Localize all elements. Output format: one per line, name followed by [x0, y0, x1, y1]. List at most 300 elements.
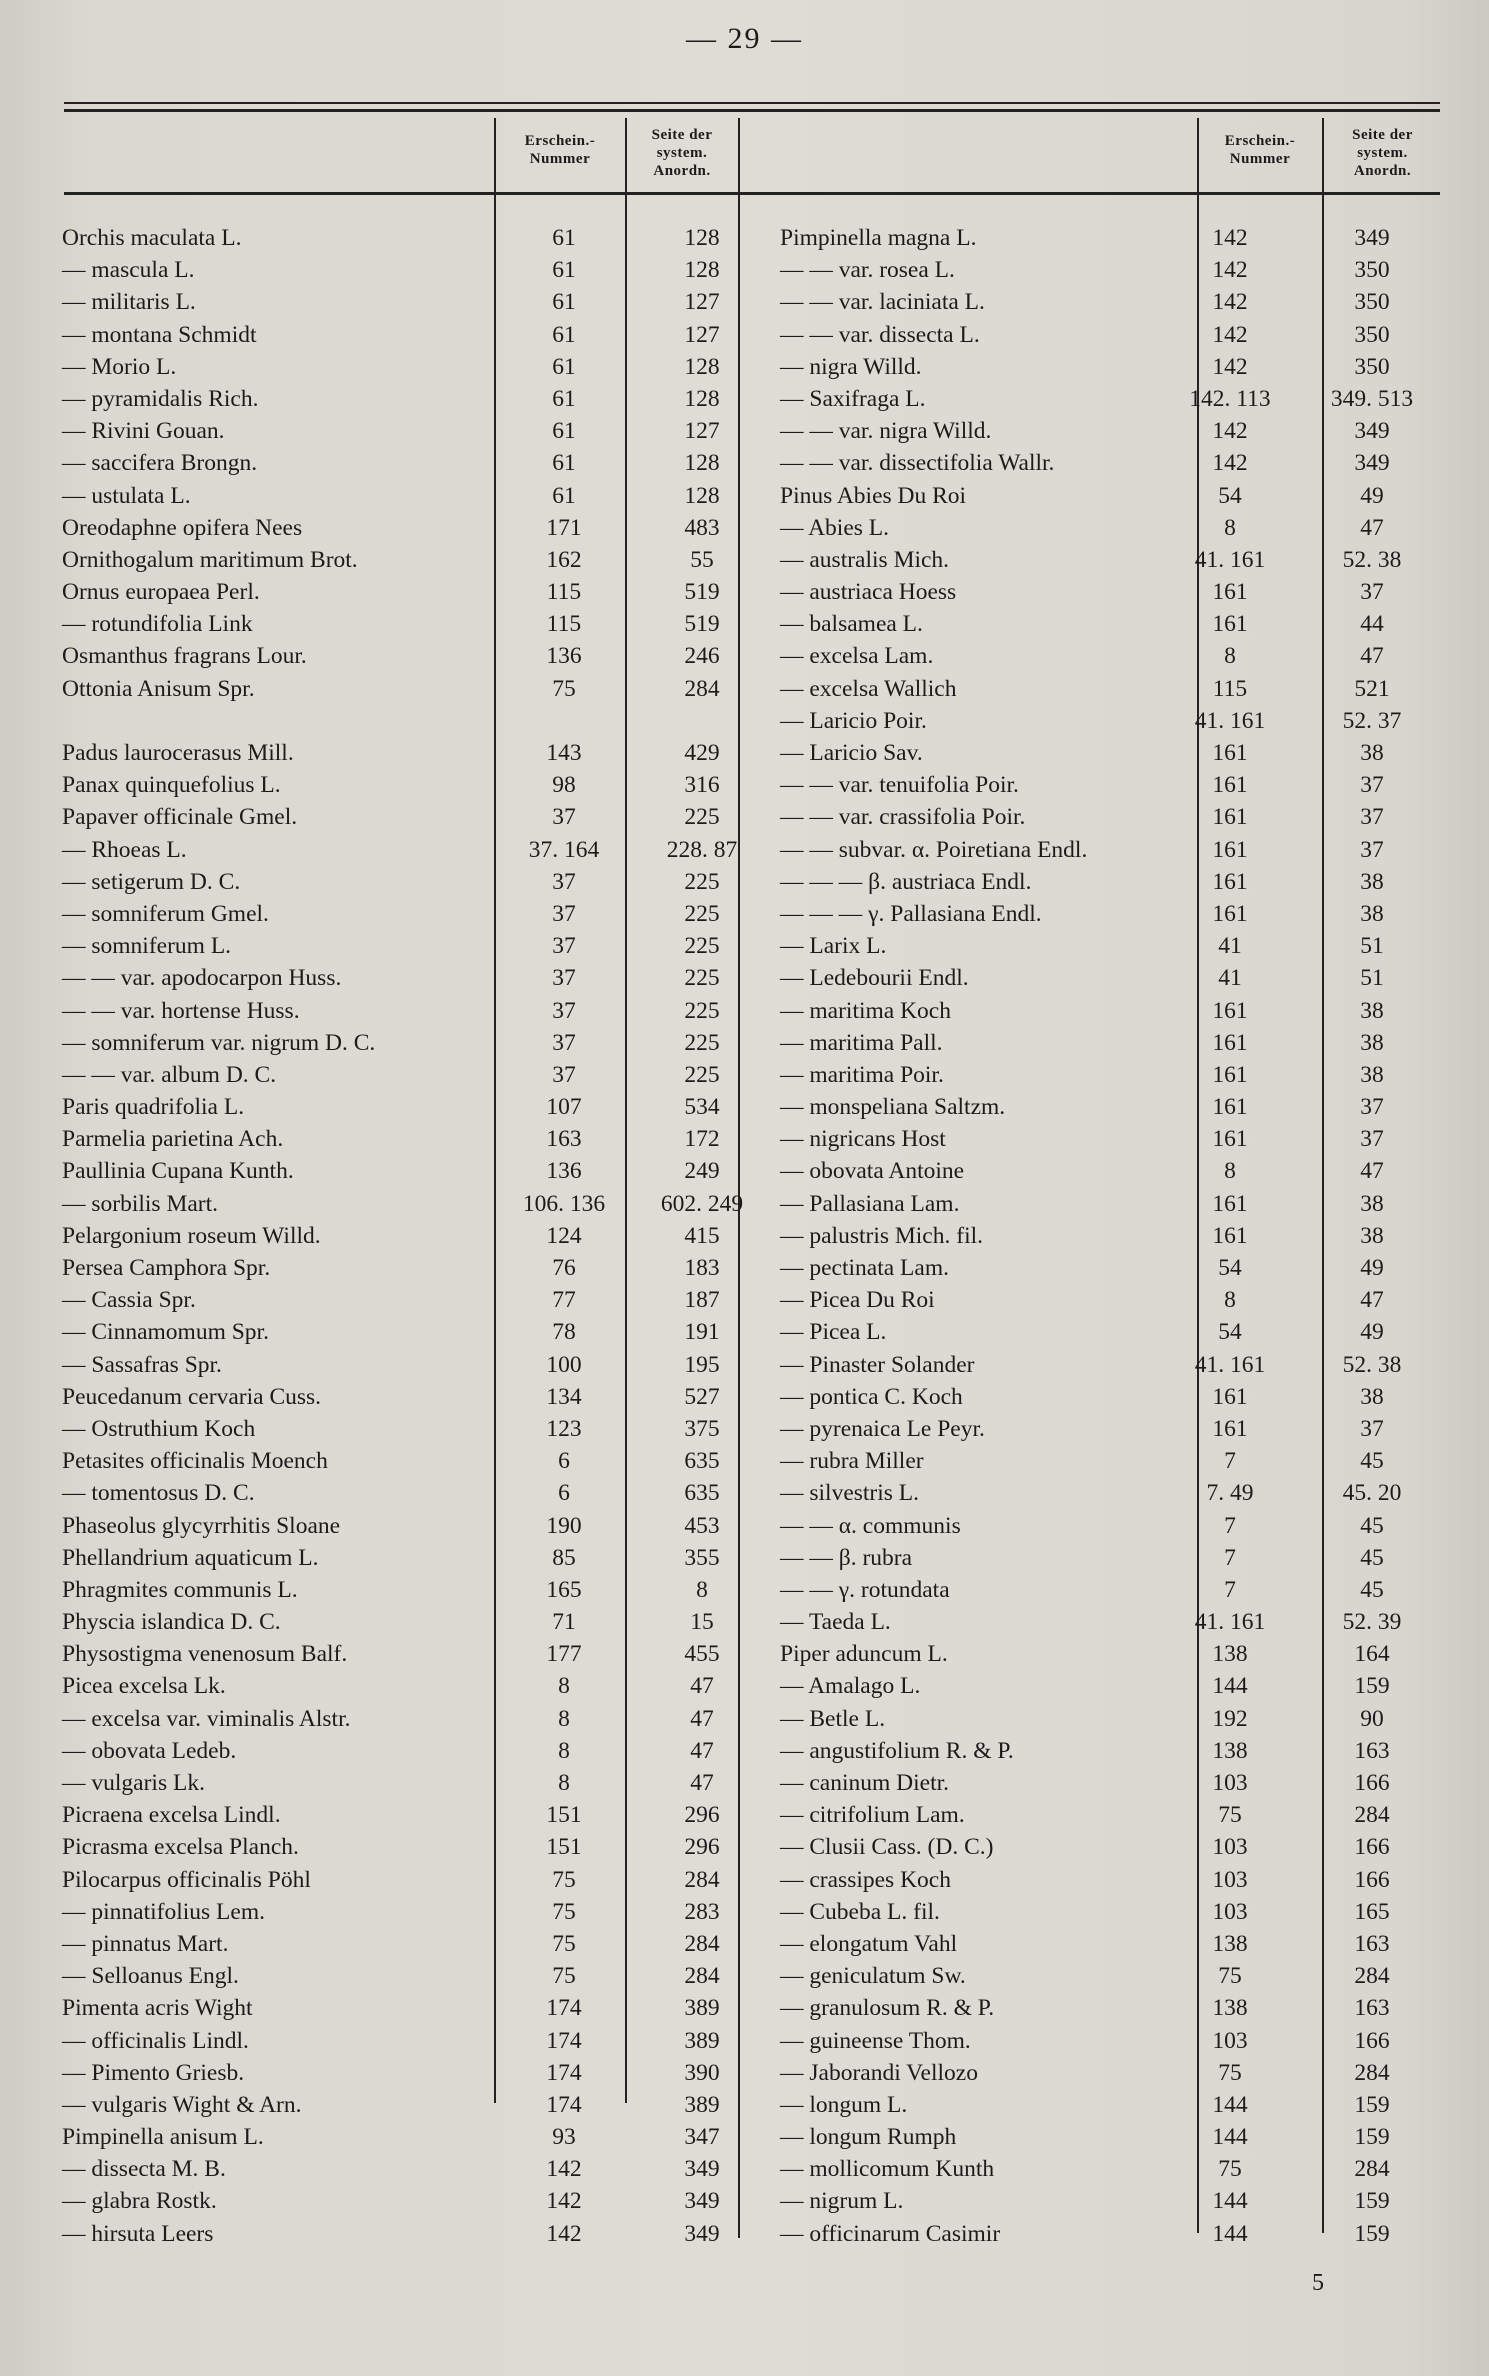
- entry-name: — Cassia Spr.: [62, 1287, 196, 1314]
- entry-name: — austriaca Hoess: [780, 579, 957, 606]
- index-entry: [780, 1059, 1440, 1091]
- entry-erschein-nummer: 143: [546, 740, 582, 766]
- entry-seite: 166: [1354, 2027, 1390, 2054]
- entry-erschein-nummer: 75: [1218, 1963, 1242, 1990]
- index-entry: [62, 769, 722, 801]
- entry-erschein-nummer: 144: [1212, 2188, 1248, 2215]
- index-entry: [780, 2218, 1440, 2250]
- entry-seite: 38: [1360, 868, 1384, 895]
- index-entry: [780, 2057, 1440, 2089]
- entry-erschein-nummer: 138: [1212, 1737, 1248, 1764]
- entry-name: — granulosum R. & P.: [780, 1995, 995, 2022]
- entry-seite: 38: [1360, 740, 1384, 766]
- entry-seite: 527: [684, 1383, 720, 1410]
- entry-name: — — — γ. Pallasiana Endl.: [780, 900, 1042, 927]
- index-entry: [62, 1735, 722, 1767]
- entry-seite: 52. 38: [1342, 546, 1402, 573]
- entry-erschein-nummer: 161: [1212, 1415, 1248, 1442]
- index-entry: [780, 1735, 1440, 1767]
- entry-name: — militaris L.: [62, 289, 196, 316]
- index-entry: [780, 1381, 1440, 1413]
- entry-seite: 350: [1354, 289, 1390, 316]
- entry-seite: 249: [684, 1158, 720, 1185]
- index-entry: [62, 930, 722, 962]
- index-entry: [780, 769, 1440, 801]
- entry-seite: 349: [684, 2220, 720, 2247]
- entry-seite: 483: [684, 514, 720, 541]
- entry-erschein-nummer: 75: [552, 1898, 576, 1925]
- entry-seite: 225: [684, 900, 720, 927]
- entry-name: — — var. laciniata L.: [780, 289, 985, 316]
- entry-erschein-nummer: 174: [546, 1995, 582, 2022]
- index-entry: [780, 576, 1440, 608]
- entry-name: — nigricans Host: [780, 1126, 946, 1153]
- entry-erschein-nummer: 41. 161: [1194, 1609, 1266, 1636]
- index-entry: [62, 801, 722, 833]
- entry-name: Osmanthus fragrans Lour.: [62, 643, 307, 670]
- entry-seite: 635: [684, 1480, 720, 1507]
- entry-erschein-nummer: 8: [558, 1673, 570, 1700]
- index-entry: [62, 1027, 722, 1059]
- entry-name: — palustris Mich. fil.: [780, 1222, 983, 1249]
- entry-seite: 350: [1354, 321, 1390, 348]
- entry-erschein-nummer: 54: [1218, 1255, 1242, 1281]
- entry-erschein-nummer: 171: [546, 514, 582, 541]
- entry-name: — excelsa var. viminalis Alstr.: [62, 1705, 351, 1732]
- entry-name: — Clusii Cass. (D. C.): [780, 1834, 994, 1861]
- entry-seite: 349: [1354, 450, 1390, 477]
- entry-erschein-nummer: 98: [552, 772, 576, 799]
- entry-name: — glabra Rostk.: [62, 2188, 217, 2215]
- entry-erschein-nummer: 142: [1212, 289, 1248, 316]
- index-entry: [780, 2089, 1440, 2121]
- entry-erschein-nummer: 61: [552, 225, 576, 251]
- entry-seite: 521: [1354, 675, 1390, 702]
- entry-erschein-nummer: 61: [552, 353, 576, 380]
- entry-seite: 127: [684, 418, 720, 445]
- index-entry: [780, 254, 1440, 286]
- entry-seite: 284: [1354, 1802, 1390, 1829]
- entry-seite: 389: [684, 2027, 720, 2054]
- entry-seite: 15: [690, 1609, 714, 1636]
- entry-seite: 52. 38: [1342, 1351, 1402, 1378]
- entry-erschein-nummer: 144: [1212, 2124, 1248, 2151]
- entry-seite: 225: [684, 1029, 720, 1056]
- index-entry: [780, 737, 1440, 769]
- entry-seite: 47: [690, 1673, 714, 1700]
- index-entry: [62, 286, 722, 318]
- entry-erschein-nummer: 138: [1212, 1930, 1248, 1957]
- index-entry: [62, 1252, 722, 1284]
- index-entry: [62, 1220, 722, 1252]
- entry-name: — longum L.: [780, 2091, 908, 2118]
- entry-seite: 52. 37: [1342, 707, 1402, 734]
- entry-erschein-nummer: 142: [1212, 257, 1248, 284]
- index-entry: [62, 608, 722, 640]
- entry-name: — pectinata Lam.: [780, 1255, 949, 1281]
- entry-name: — rotundifolia Link: [62, 611, 253, 638]
- index-entry: [62, 1574, 722, 1606]
- entry-seite: 128: [684, 257, 720, 284]
- entry-name: — maritima Pall.: [780, 1029, 943, 1056]
- index-entry: [62, 415, 722, 447]
- entry-name: — Laricio Poir.: [780, 707, 927, 734]
- entry-name: — vulgaris Lk.: [62, 1770, 205, 1796]
- entry-erschein-nummer: 103: [1212, 2027, 1248, 2054]
- index-entry: [62, 1510, 722, 1542]
- entry-erschein-nummer: 142: [1212, 450, 1248, 477]
- entry-name: Picrasma excelsa Planch.: [62, 1834, 299, 1861]
- entry-erschein-nummer: 142: [546, 2156, 582, 2183]
- entry-erschein-nummer: 161: [1212, 804, 1248, 831]
- entry-seite: 166: [1354, 1834, 1390, 1861]
- index-entry: [62, 1316, 722, 1348]
- page-number: — 29 —: [686, 22, 803, 55]
- index-entry: [780, 898, 1440, 930]
- entry-erschein-nummer: 144: [1212, 1673, 1248, 1700]
- entry-seite: 37: [1360, 804, 1384, 831]
- index-entry: [780, 351, 1440, 383]
- index-entry: [780, 1349, 1440, 1381]
- index-entry: [62, 383, 722, 415]
- header-rule: [64, 192, 1440, 195]
- entry-erschein-nummer: 75: [552, 1930, 576, 1957]
- entry-seite: 166: [1354, 1770, 1390, 1796]
- entry-erschein-nummer: 161: [1212, 868, 1248, 895]
- entry-name: — nigra Willd.: [780, 353, 922, 380]
- entry-erschein-nummer: 6: [558, 1480, 570, 1507]
- entry-seite: 37: [1360, 579, 1384, 606]
- entry-erschein-nummer: 61: [552, 321, 576, 348]
- entry-name: — — var. album D. C.: [62, 1061, 277, 1088]
- entry-name: — Ostruthium Koch: [62, 1415, 256, 1442]
- index-entry: [780, 1670, 1440, 1702]
- entry-erschein-nummer: 61: [552, 385, 576, 412]
- index-entry: [780, 1252, 1440, 1284]
- entry-seite: 284: [1354, 1963, 1390, 1990]
- entry-erschein-nummer: 37: [552, 900, 576, 927]
- entry-erschein-nummer: 136: [546, 643, 582, 670]
- entry-seite: 38: [1360, 997, 1384, 1024]
- entry-seite: 47: [690, 1705, 714, 1732]
- entry-name: Pimpinella magna L.: [780, 225, 977, 251]
- entry-erschein-nummer: 75: [1218, 2156, 1242, 2183]
- index-entry: [62, 866, 722, 898]
- index-column-left: [62, 222, 744, 2250]
- index-entry: [780, 1284, 1440, 1316]
- entry-seite: 284: [1354, 2059, 1390, 2086]
- entry-seite: 52. 39: [1342, 1609, 1402, 1636]
- entry-name: — excelsa Lam.: [780, 643, 934, 670]
- entry-seite: 519: [684, 579, 720, 606]
- entry-seite: 187: [684, 1287, 720, 1314]
- entry-seite: 389: [684, 2091, 720, 2118]
- entry-seite: 45: [1360, 1544, 1384, 1571]
- entry-erschein-nummer: 161: [1212, 1061, 1248, 1088]
- index-entry: [780, 1928, 1440, 1960]
- entry-name: Panax quinquefolius L.: [62, 772, 281, 799]
- index-entry: [62, 2089, 722, 2121]
- entry-seite: 225: [684, 997, 720, 1024]
- entry-erschein-nummer: 75: [1218, 1802, 1242, 1829]
- entry-erschein-nummer: 8: [558, 1705, 570, 1732]
- entry-seite: 195: [684, 1351, 720, 1378]
- entry-seite: 284: [684, 1930, 720, 1957]
- entry-seite: 90: [1360, 1705, 1384, 1732]
- entry-name: Phellandrium aquaticum L.: [62, 1544, 319, 1571]
- entry-seite: 47: [690, 1770, 714, 1796]
- entry-seite: 159: [1354, 2124, 1390, 2151]
- index-entry: [62, 1638, 722, 1670]
- entry-name: — monspeliana Saltzm.: [780, 1094, 1006, 1121]
- entry-seite: 296: [684, 1834, 720, 1861]
- index-entry: [62, 254, 722, 286]
- entry-name: — mollicomum Kunth: [780, 2156, 995, 2183]
- entry-erschein-nummer: 37: [552, 933, 576, 960]
- entry-erschein-nummer: 7. 49: [1206, 1480, 1254, 1507]
- entry-erschein-nummer: 144: [1212, 2091, 1248, 2118]
- entry-seite: 284: [684, 1963, 720, 1990]
- entry-erschein-nummer: 103: [1212, 1898, 1248, 1925]
- index-entry: [62, 1799, 722, 1831]
- entry-name: — crassipes Koch: [780, 1866, 951, 1893]
- entry-seite: 355: [684, 1544, 720, 1571]
- entry-seite: 284: [684, 675, 720, 702]
- entry-seite: 228. 87: [666, 836, 738, 863]
- entry-name: — — var. tenuifolia Poir.: [780, 772, 1019, 799]
- entry-seite: 172: [684, 1126, 720, 1153]
- entry-erschein-nummer: 76: [552, 1255, 576, 1281]
- entry-seite: 127: [684, 321, 720, 348]
- entry-name: — Taeda L.: [780, 1609, 891, 1636]
- entry-name: Picea excelsa Lk.: [62, 1673, 226, 1700]
- entry-name: — geniculatum Sw.: [780, 1963, 966, 1990]
- index-entry: [780, 1960, 1440, 1992]
- entry-seite: 159: [1354, 2188, 1390, 2215]
- entry-erschein-nummer: 8: [1224, 1158, 1236, 1185]
- entry-erschein-nummer: 107: [546, 1094, 582, 1121]
- entry-erschein-nummer: 41. 161: [1194, 546, 1266, 573]
- index-entry: [62, 1123, 722, 1155]
- entry-erschein-nummer: 115: [1212, 675, 1248, 702]
- entry-seite: 128: [684, 385, 720, 412]
- index-entry: [780, 608, 1440, 640]
- entry-name: — pinnatus Mart.: [62, 1930, 229, 1957]
- entry-seite: 429: [684, 740, 720, 766]
- index-entry: [62, 1381, 722, 1413]
- index-entry: [780, 1188, 1440, 1220]
- index-entry: [780, 801, 1440, 833]
- index-entry: [780, 2185, 1440, 2217]
- index-entry: [62, 1606, 722, 1638]
- entry-seite: 163: [1354, 1930, 1390, 1957]
- entry-name: Pelargonium roseum Willd.: [62, 1222, 321, 1249]
- index-entry: [62, 1960, 722, 1992]
- entry-seite: 128: [684, 482, 720, 509]
- entry-name: — Betle L.: [780, 1705, 886, 1732]
- index-entry: [62, 2185, 722, 2217]
- entry-erschein-nummer: 54: [1218, 482, 1242, 509]
- entry-name: Pimpinella anisum L.: [62, 2124, 264, 2151]
- entry-seite: 51: [1360, 933, 1384, 960]
- entry-erschein-nummer: 142: [546, 2188, 582, 2215]
- index-entry: [62, 1413, 722, 1445]
- entry-seite: 47: [1360, 514, 1384, 541]
- entry-name: — Picea L.: [780, 1319, 887, 1346]
- entry-erschein-nummer: 161: [1212, 1190, 1248, 1217]
- entry-erschein-nummer: 37: [552, 804, 576, 831]
- index-entry: [780, 705, 1440, 737]
- index-entry: [780, 1477, 1440, 1509]
- entry-seite: 166: [1354, 1866, 1390, 1893]
- entry-seite: 159: [1354, 2091, 1390, 2118]
- entry-seite: 55: [690, 546, 714, 573]
- section-gap: [62, 705, 722, 737]
- entry-erschein-nummer: 151: [546, 1802, 582, 1829]
- entry-erschein-nummer: 174: [546, 2091, 582, 2118]
- entry-name: — setigerum D. C.: [62, 868, 241, 895]
- entry-seite: 225: [684, 868, 720, 895]
- entry-name: Papaver officinale Gmel.: [62, 804, 298, 831]
- entry-seite: 389: [684, 1995, 720, 2022]
- entry-erschein-nummer: 7: [1224, 1576, 1236, 1603]
- entry-erschein-nummer: 161: [1212, 740, 1248, 766]
- entry-name: — Sassafras Spr.: [62, 1351, 222, 1378]
- index-entry: [62, 962, 722, 994]
- entry-erschein-nummer: 8: [1224, 514, 1236, 541]
- entry-name: Paullinia Cupana Kunth.: [62, 1158, 294, 1185]
- column-header-seite-left: Seite der system. Anordn.: [651, 127, 713, 179]
- entry-erschein-nummer: 161: [1212, 836, 1248, 863]
- entry-erschein-nummer: 41. 161: [1194, 1351, 1266, 1378]
- entry-name: — saccifera Brongn.: [62, 450, 258, 477]
- entry-seite: 38: [1360, 1190, 1384, 1217]
- index-entry: [62, 1477, 722, 1509]
- entry-seite: 283: [684, 1898, 720, 1925]
- entry-name: — maritima Poir.: [780, 1061, 944, 1088]
- entry-erschein-nummer: 124: [546, 1222, 582, 1249]
- index-entry: [780, 962, 1440, 994]
- entry-seite: 349. 513: [1330, 385, 1414, 412]
- entry-name: — vulgaris Wight & Arn.: [62, 2091, 302, 2118]
- index-entry: [780, 1542, 1440, 1574]
- entry-name: — obovata Antoine: [780, 1158, 965, 1185]
- entry-name: — — α. communis: [780, 1512, 961, 1539]
- entry-name: Piper aduncum L.: [780, 1641, 948, 1668]
- entry-erschein-nummer: 103: [1212, 1834, 1248, 1861]
- entry-name: — Laricio Sav.: [780, 740, 923, 766]
- entry-erschein-nummer: 106. 136: [522, 1190, 606, 1217]
- index-entry: [780, 1091, 1440, 1123]
- entry-seite: 49: [1360, 1255, 1384, 1281]
- entry-name: — rubra Miller: [780, 1448, 924, 1475]
- entry-name: Padus laurocerasus Mill.: [62, 740, 294, 766]
- entry-seite: 47: [1360, 643, 1384, 670]
- entry-seite: 183: [684, 1255, 720, 1281]
- entry-name: — montana Schmidt: [62, 321, 257, 348]
- index-entry: [62, 1928, 722, 1960]
- entry-name: — Abies L.: [780, 514, 890, 541]
- entry-name: Physcia islandica D. C.: [62, 1609, 281, 1636]
- entry-seite: 350: [1354, 257, 1390, 284]
- index-entry: [62, 447, 722, 479]
- entry-erschein-nummer: 37. 164: [528, 836, 600, 863]
- entry-erschein-nummer: 144: [1212, 2220, 1248, 2247]
- entry-seite: 49: [1360, 1319, 1384, 1346]
- index-entry: [780, 319, 1440, 351]
- entry-erschein-nummer: 41: [1218, 965, 1242, 992]
- entry-name: — — γ. rotundata: [780, 1576, 950, 1603]
- index-entry: [780, 1864, 1440, 1896]
- entry-name: — excelsa Wallich: [780, 675, 957, 702]
- entry-seite: 635: [684, 1448, 720, 1475]
- index-entry: [62, 1703, 722, 1735]
- entry-name: — — var. hortense Huss.: [62, 997, 300, 1024]
- entry-seite: 37: [1360, 1126, 1384, 1153]
- entry-name: — Jaborandi Vellozo: [780, 2059, 978, 2086]
- entry-seite: 8: [696, 1576, 708, 1603]
- entry-name: — longum Rumph: [780, 2124, 957, 2151]
- entry-erschein-nummer: 161: [1212, 1383, 1248, 1410]
- entry-erschein-nummer: 75: [552, 1963, 576, 1990]
- entry-seite: 455: [684, 1641, 720, 1668]
- entry-erschein-nummer: 8: [558, 1770, 570, 1796]
- index-entry: [62, 1896, 722, 1928]
- index-entry: [780, 866, 1440, 898]
- column-header-erschein-right: Erschein.- Nummer: [1224, 133, 1296, 167]
- entry-name: — balsamea L.: [780, 611, 923, 638]
- index-entry: [62, 1349, 722, 1381]
- entry-erschein-nummer: 163: [546, 1126, 582, 1153]
- entry-name: — — var. rosea L.: [780, 257, 955, 284]
- entry-name: — — subvar. α. Poiretiana Endl.: [780, 836, 1088, 863]
- entry-name: — Saxifraga L.: [780, 385, 926, 412]
- entry-seite: 47: [690, 1737, 714, 1764]
- entry-erschein-nummer: 78: [552, 1319, 576, 1346]
- index-entry: [62, 1445, 722, 1477]
- entry-name: — ustulata L.: [62, 482, 191, 509]
- entry-name: Petasites officinalis Moench: [62, 1448, 328, 1475]
- entry-name: — officinalis Lindl.: [62, 2027, 249, 2054]
- entry-name: Physostigma venenosum Balf.: [62, 1641, 348, 1668]
- entry-erschein-nummer: 151: [546, 1834, 582, 1861]
- entry-name: Paris quadrifolia L.: [62, 1094, 245, 1121]
- entry-erschein-nummer: 75: [1218, 2059, 1242, 2086]
- index-entry: [780, 222, 1440, 254]
- entry-name: — Selloanus Engl.: [62, 1963, 239, 1990]
- entry-erschein-nummer: 174: [546, 2027, 582, 2054]
- entry-seite: 284: [684, 1866, 720, 1893]
- entry-erschein-nummer: 37: [552, 997, 576, 1024]
- entry-erschein-nummer: 37: [552, 965, 576, 992]
- entry-name: — angustifolium R. & P.: [780, 1737, 1014, 1764]
- index-entry: [62, 2057, 722, 2089]
- entry-erschein-nummer: 161: [1212, 611, 1248, 638]
- entry-erschein-nummer: 177: [546, 1641, 582, 1668]
- index-entry: [62, 2121, 722, 2153]
- entry-seite: 159: [1354, 1673, 1390, 1700]
- entry-seite: 45: [1360, 1576, 1384, 1603]
- index-entry: [62, 995, 722, 1027]
- entry-seite: 38: [1360, 1029, 1384, 1056]
- index-entry: [780, 286, 1440, 318]
- index-entry: [62, 222, 722, 254]
- entry-seite: 350: [1354, 353, 1390, 380]
- entry-erschein-nummer: 161: [1212, 900, 1248, 927]
- entry-name: — — var. dissectifolia Wallr.: [780, 450, 1055, 477]
- entry-seite: 534: [684, 1094, 720, 1121]
- entry-erschein-nummer: 165: [546, 1576, 582, 1603]
